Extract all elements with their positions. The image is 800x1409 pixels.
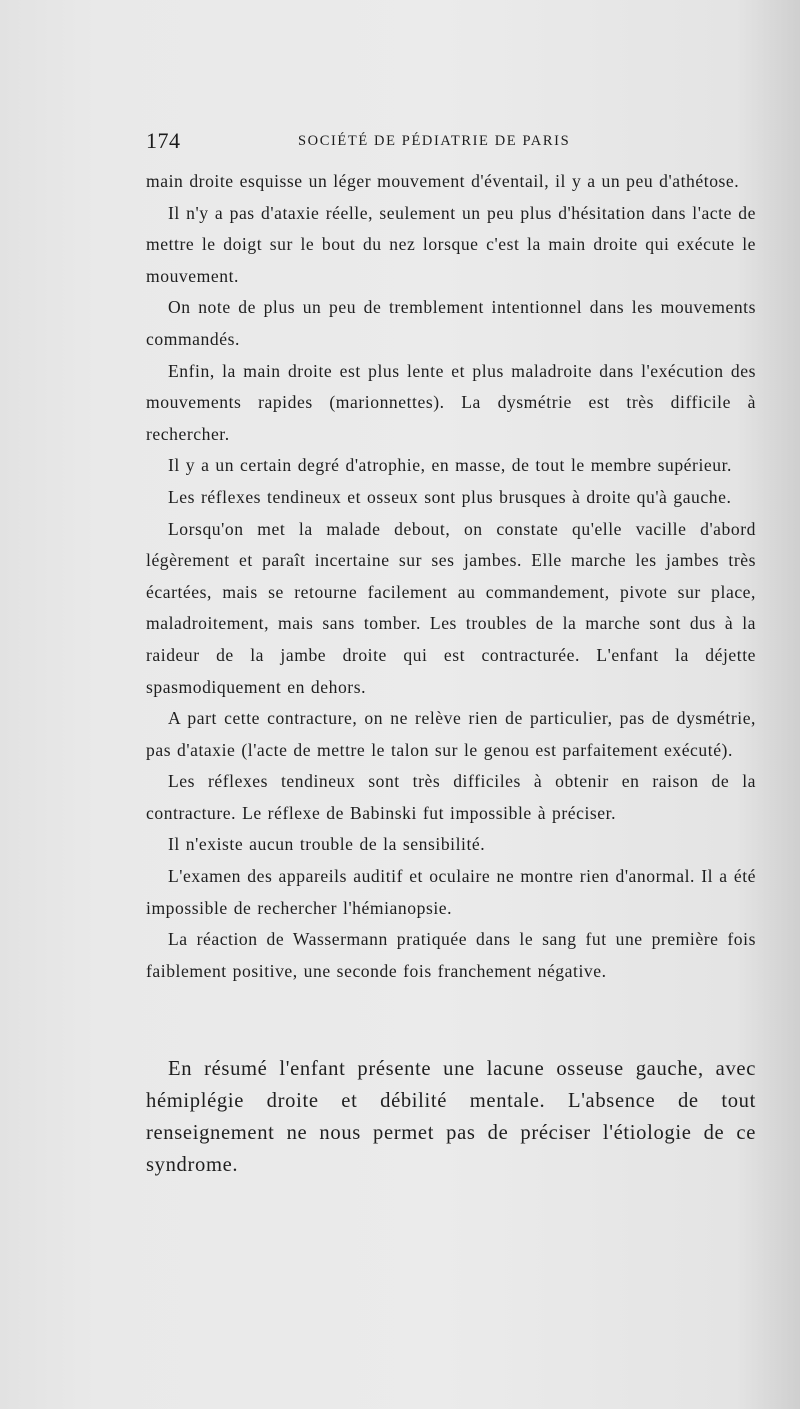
paragraph-contracture: A part cette contracture, on ne relève rien de particulier, pas de dysmétrie, pas d'ataxie (l'acte de mettre le talon sur le genou est parfaitement exécuté). xyxy=(146,708,756,760)
running-head: SOCIÉTÉ DE PÉDIATRIE DE PARIS xyxy=(298,133,571,149)
paragraph-dysmetrie: Enfin, la main droite est plus lente et plus maladroite dans l'exécution des mouvements rapides (marionnettes). La dysmétrie est très difficile à rechercher. xyxy=(146,360,756,444)
paragraph-examen: L'examen des appareils auditif et oculaire ne montre rien d'anormal. Il a été impossible de rechercher l'hémianopsie. xyxy=(146,866,756,918)
paragraph-atrophie: Il y a un certain degré d'atrophie, en masse, de tout le membre supérieur. xyxy=(168,455,732,476)
paragraph-continuation: main droite esquisse un léger mouvement d'éventail, il y a un peu d'athétose. xyxy=(146,171,740,191)
paragraph-tremblement: On note de plus un peu de tremblement intentionnel dans les mouvements commandés. xyxy=(146,297,756,349)
paragraph-marche: Lorsqu'on met la malade debout, on constate qu'elle vacille d'abord légèrement et paraît incertaine sur ses jambes. Elle marche les jambes très écartées, mais se retourne facilement au commandement, pivote sur place, maladroitement, mais sans tomber. Les troubles de la marche sont dus à la raideur de la jambe droite qui est contracturée. L'enfant la déjette spasmodiquement en dehors. xyxy=(146,518,756,697)
page-number: 174 xyxy=(146,128,181,153)
paragraph-wassermann: La réaction de Wassermann pratiquée dans le sang fut une première fois faiblement positive, une seconde fois franchement négative. xyxy=(146,929,756,981)
paragraph-ataxie: Il n'y a pas d'ataxie réelle, seulement un peu plus d'hésitation dans l'acte de mettre le doigt sur le bout du nez lorsque c'est la main droite qui exécute le mouvement. xyxy=(146,202,756,286)
body-text xyxy=(146,166,756,987)
summary-block xyxy=(146,1053,756,1181)
paragraph-babinski: Les réflexes tendineux sont très difficiles à obtenir en raison de la contracture. Le réflexe de Babinski fut impossible à préciser. xyxy=(146,771,756,823)
paragraph-reflexes: Les réflexes tendineux et osseux sont plus brusques à droite qu'à gauche. xyxy=(168,486,732,507)
page-header xyxy=(146,128,758,160)
paragraph-sensibilite: Il n'existe aucun trouble de la sensibilité. xyxy=(168,834,486,855)
paragraph-summary: En résumé l'enfant présente une lacune osseuse gauche, avec hémiplégie droite et débilité mentale. L'absence de tout renseignement ne nous permet pas de préciser l'étiologie de ce syndrome. xyxy=(146,1058,756,1176)
